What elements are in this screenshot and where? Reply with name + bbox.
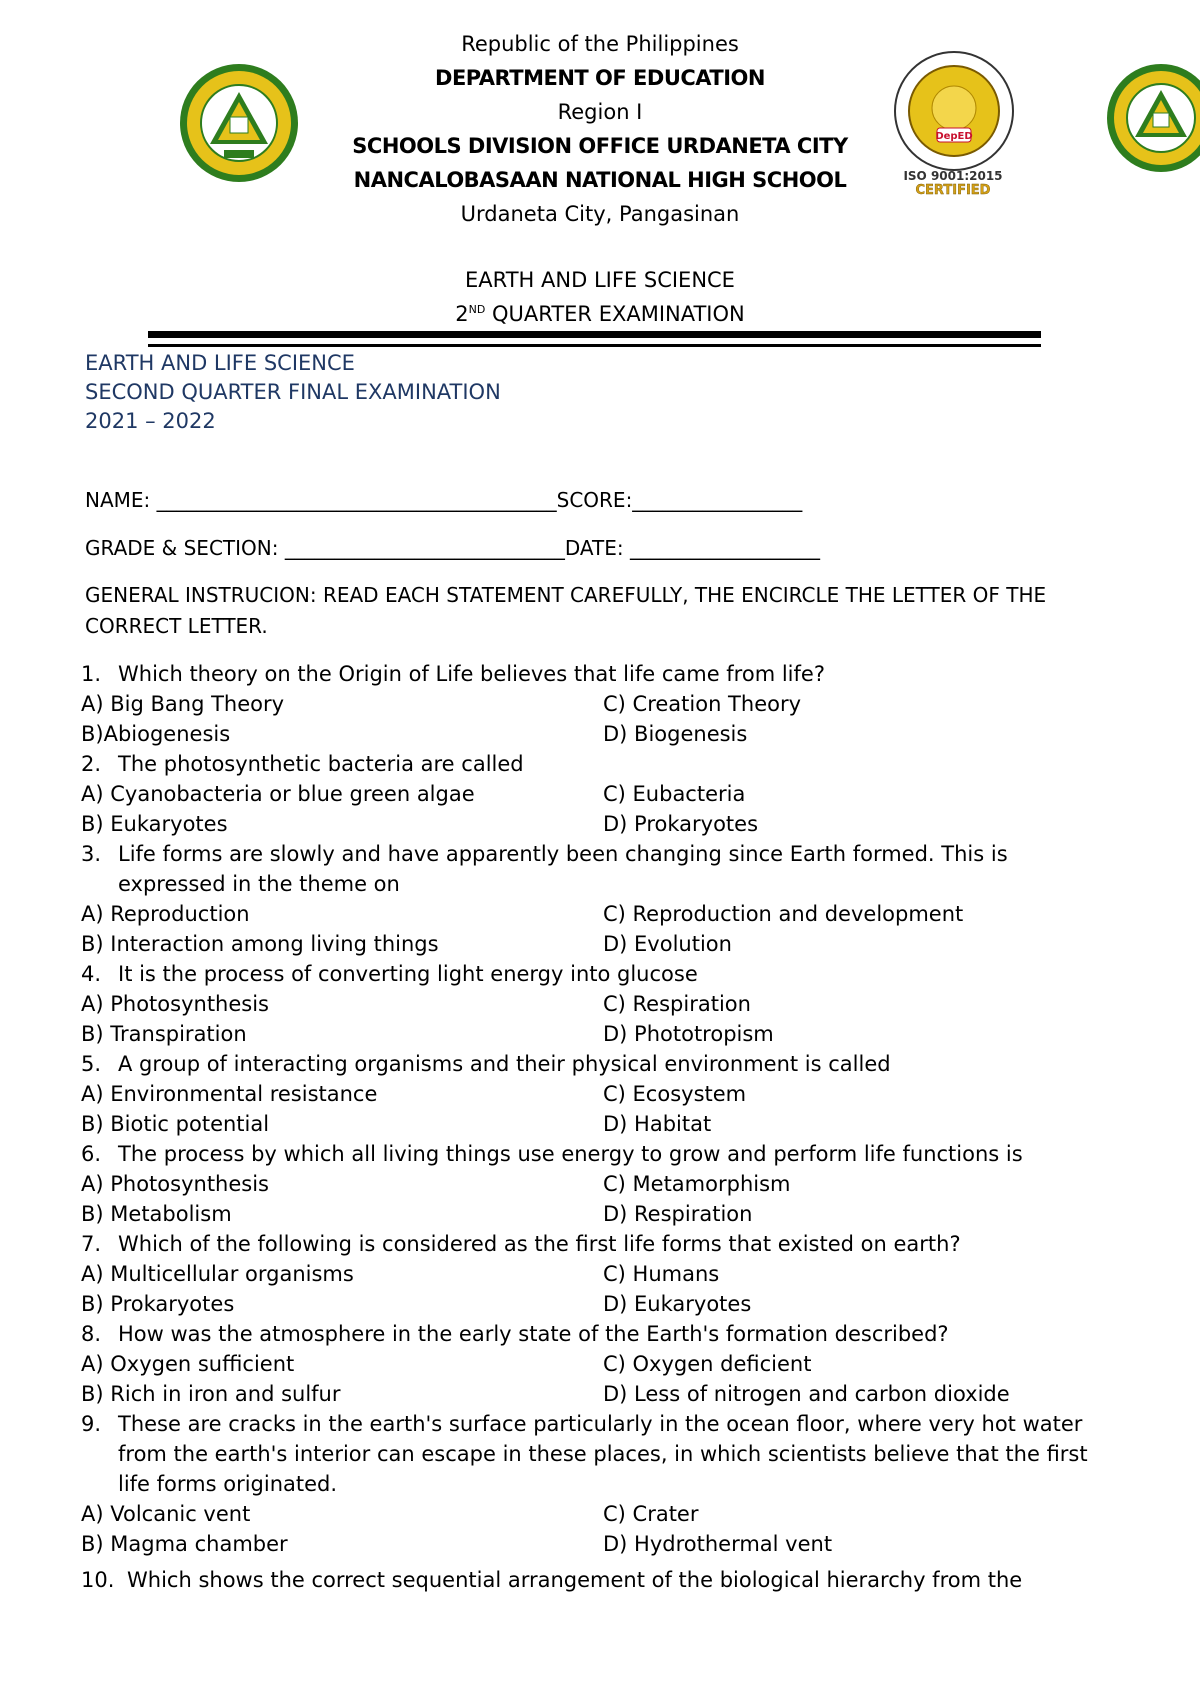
question-7 — [81, 1229, 1121, 1319]
question-number: 2. — [81, 752, 102, 776]
option-b[interactable]: B) Eukaryotes — [81, 812, 228, 836]
question-9 — [81, 1409, 1121, 1559]
option-a[interactable]: A) Photosynthesis — [81, 1172, 269, 1196]
option-row — [81, 1289, 1121, 1319]
question-text: The process by which all living things use energy to grow and perform life functions is — [118, 1142, 1023, 1166]
quarter-superscript: ND — [468, 303, 486, 316]
option-a[interactable]: A) Oxygen sufficient — [81, 1352, 295, 1376]
option-b[interactable]: B) Biotic potential — [81, 1112, 270, 1136]
option-c[interactable]: C) Humans — [603, 1262, 720, 1286]
name-score-line: NAME: ________________________________________SCORE:_________________ — [85, 488, 803, 512]
option-a[interactable]: A) Reproduction — [81, 902, 250, 926]
option-row — [81, 1109, 1121, 1139]
divider-thin — [148, 344, 1041, 347]
region-line: Region I — [557, 100, 643, 124]
option-a[interactable]: A) Environmental resistance — [81, 1082, 378, 1106]
question-8 — [81, 1319, 1121, 1409]
divider-thick — [148, 331, 1041, 338]
svg-text:ISO 9001:2015: ISO 9001:2015 — [903, 169, 1003, 183]
question-text: Life forms are slowly and have apparently been changing since Earth formed. This is — [118, 842, 1008, 866]
option-c[interactable]: C) Respiration — [603, 992, 751, 1016]
option-c[interactable]: C) Creation Theory — [603, 692, 802, 716]
question-text: Which of the following is considered as the first life forms that existed on earth? — [118, 1232, 961, 1256]
svg-text:DepED: DepED — [935, 131, 973, 142]
question-text: The photosynthetic bacteria are called — [118, 752, 524, 776]
question-text-continued: expressed in the theme on — [118, 872, 400, 896]
option-row — [81, 929, 1121, 959]
option-a[interactable]: A) Multicellular organisms — [81, 1262, 354, 1286]
option-d[interactable]: D) Eukaryotes — [603, 1292, 752, 1316]
option-d[interactable]: D) Less of nitrogen and carbon dioxide — [603, 1382, 1010, 1406]
option-d[interactable]: D) Hydrothermal vent — [603, 1532, 833, 1556]
question-number: 9. — [81, 1412, 102, 1436]
grade-date-line: GRADE & SECTION: ____________________________DATE: ___________________ — [85, 536, 820, 560]
question-6 — [81, 1139, 1121, 1229]
question-4 — [81, 959, 1121, 1049]
question-number: 8. — [81, 1322, 102, 1346]
quarter-number: 2 — [455, 302, 469, 326]
question-5 — [81, 1049, 1121, 1139]
option-c[interactable]: C) Ecosystem — [603, 1082, 747, 1106]
option-c[interactable]: C) Reproduction and development — [603, 902, 964, 926]
option-row — [81, 1529, 1121, 1559]
option-row — [81, 809, 1121, 839]
republic-line: Republic of the Philippines — [461, 32, 739, 56]
option-row — [81, 1169, 1121, 1199]
option-a[interactable]: A) Volcanic vent — [81, 1502, 251, 1526]
exam-title: SECOND QUARTER FINAL EXAMINATION — [85, 380, 501, 404]
question-list — [81, 659, 1121, 1559]
question-number: 3. — [81, 842, 102, 866]
general-instructions: GENERAL INSTRUCION: READ EACH STATEMENT CAREFULLY, THE ENCIRCLE THE LETTER OF THE CORRECT LETTER. — [85, 583, 1047, 638]
question-text: A group of interacting organisms and their physical environment is called — [118, 1052, 891, 1076]
question-text: Which theory on the Origin of Life believes that life came from life? — [118, 662, 825, 686]
question-1 — [81, 659, 1121, 749]
option-c[interactable]: C) Eubacteria — [603, 782, 746, 806]
option-row — [81, 1379, 1121, 1409]
option-row — [81, 989, 1121, 1019]
option-row — [81, 1019, 1121, 1049]
department-line: DEPARTMENT OF EDUCATION — [435, 66, 765, 90]
option-a[interactable]: A) Big Bang Theory — [81, 692, 285, 716]
option-d[interactable]: D) Respiration — [603, 1202, 753, 1226]
option-c[interactable]: C) Metamorphism — [603, 1172, 791, 1196]
question-text-continued: from the earth's interior can escape in these places, in which scientists believe that the first — [118, 1442, 1088, 1466]
option-row — [81, 719, 1121, 749]
option-b[interactable]: B) Rich in iron and sulfur — [81, 1382, 341, 1406]
option-row — [81, 1259, 1121, 1289]
option-a[interactable]: A) Photosynthesis — [81, 992, 269, 1016]
subject-header: EARTH AND LIFE SCIENCE — [465, 268, 735, 292]
question-number: 5. — [81, 1052, 102, 1076]
option-b[interactable]: B) Magma chamber — [81, 1532, 288, 1556]
option-b[interactable]: B) Prokaryotes — [81, 1292, 235, 1316]
question-number: 7. — [81, 1232, 102, 1256]
option-row — [81, 1079, 1121, 1109]
option-a[interactable]: A) Cyanobacteria or blue green algae — [81, 782, 475, 806]
question-number: 1. — [81, 662, 102, 686]
question-2 — [81, 749, 1121, 839]
option-d[interactable]: D) Biogenesis — [603, 722, 748, 746]
location-line: Urdaneta City, Pangasinan — [460, 202, 740, 226]
question-text-continued: life forms originated. — [118, 1472, 338, 1496]
question-number: 6. — [81, 1142, 102, 1166]
option-b[interactable]: B)Abiogenesis — [81, 722, 231, 746]
quarter-header — [0, 298, 1200, 330]
option-row — [81, 899, 1121, 929]
option-c[interactable]: C) Crater — [603, 1502, 699, 1526]
option-b[interactable]: B) Interaction among living things — [81, 932, 439, 956]
option-row — [81, 689, 1121, 719]
division-line: SCHOOLS DIVISION OFFICE URDANETA CITY — [352, 134, 848, 158]
quarter-label: QUARTER EXAMINATION — [485, 302, 745, 326]
question-text: It is the process of converting light energy into glucose — [118, 962, 698, 986]
option-c[interactable]: C) Oxygen deficient — [603, 1352, 812, 1376]
question-text: These are cracks in the earth's surface particularly in the ocean floor, where very hot water — [118, 1412, 1083, 1436]
question-number: 10. — [81, 1568, 115, 1592]
option-row — [81, 1349, 1121, 1379]
svg-text:CERTIFIED: CERTIFIED — [915, 183, 991, 196]
option-d[interactable]: D) Evolution — [603, 932, 732, 956]
option-b[interactable]: B) Transpiration — [81, 1022, 247, 1046]
option-b[interactable]: B) Metabolism — [81, 1202, 232, 1226]
question-text: Which shows the correct sequential arrangement of the biological hierarchy from the — [127, 1568, 1023, 1592]
option-row — [81, 1499, 1121, 1529]
option-d[interactable]: D) Phototropism — [603, 1022, 774, 1046]
exam-year: 2021 – 2022 — [85, 409, 216, 433]
option-d[interactable]: D) Habitat — [603, 1112, 712, 1136]
school-name-line: NANCALOBASAAN NATIONAL HIGH SCHOOL — [353, 168, 847, 192]
option-row — [81, 1199, 1121, 1229]
exam-subject: EARTH AND LIFE SCIENCE — [85, 351, 355, 375]
question-text: How was the atmosphere in the early state of the Earth's formation described? — [118, 1322, 949, 1346]
question-number: 4. — [81, 962, 102, 986]
option-row — [81, 779, 1121, 809]
question-10 — [81, 1565, 1121, 1595]
question-3 — [81, 839, 1121, 959]
option-d[interactable]: D) Prokaryotes — [603, 812, 759, 836]
